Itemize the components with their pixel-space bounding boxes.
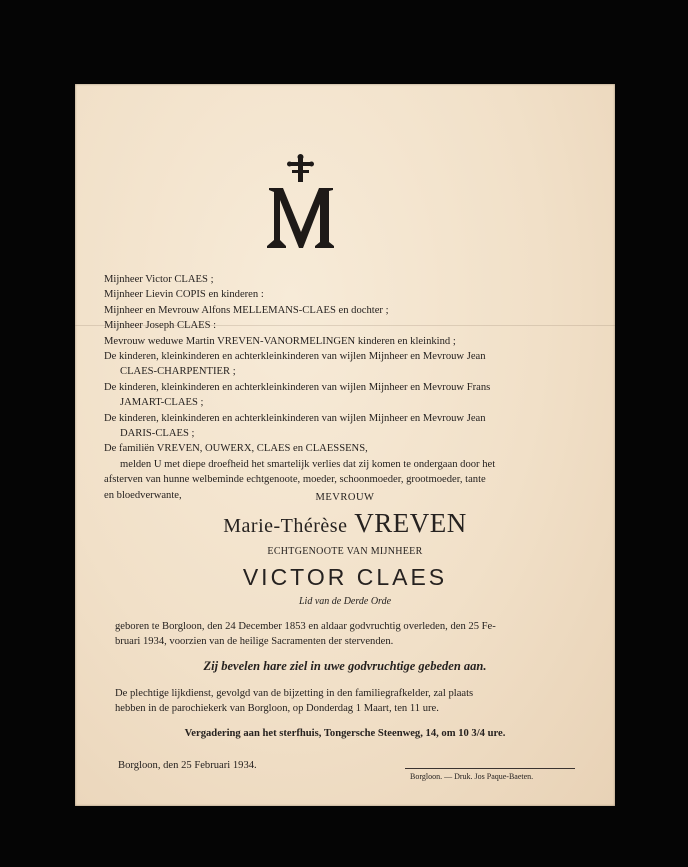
family-line: Mijnheer en Mevrouw Alfons MELLEMANS-CLAES en dochter ; bbox=[104, 304, 389, 316]
marian-monogram-with-cross-icon bbox=[263, 154, 343, 254]
family-line: JAMART-CLAES ; bbox=[120, 397, 204, 409]
order-membership: Lid van de Derde Orde bbox=[298, 596, 392, 607]
deceased-last-name: VREVEN bbox=[354, 508, 467, 538]
family-line: afsterven van hunne welbeminde echtgenoote, moeder, schoonmoeder, grootmoeder, tante bbox=[104, 474, 486, 486]
family-announcement bbox=[104, 272, 604, 503]
birth-death-line: geboren te Borgloon, den 24 December 1853 en aldaar godvruchtig overleden, den 25 Fe- bbox=[115, 621, 496, 632]
birth-death-text bbox=[115, 619, 595, 649]
service-line: hebben in de parochiekerk van Borgloon, op Donderdag 1 Maart, ten 11 ure. bbox=[115, 703, 439, 714]
service-line: De plechtige lijkdienst, gevolgd van de bijzetting in den familiegrafkelder, zal plaats bbox=[115, 688, 474, 699]
funeral-service-text bbox=[115, 686, 595, 716]
family-line: De kinderen, kleinkinderen en achterkleinkinderen van wijlen Mijnheer en Mevrouw Frans bbox=[104, 381, 491, 393]
family-line: Mevrouw weduwe Martin VREVEN-VANORMELINGEN kinderen en kleinkind ; bbox=[104, 335, 456, 347]
family-line: Mijnheer Joseph CLAES : bbox=[104, 320, 217, 332]
spouse-name: VICTOR CLAES bbox=[242, 564, 448, 590]
prayer-request: Zij bevelen hare ziel in uwe godvruchtige gebeden aan. bbox=[203, 659, 487, 673]
family-line: DARIS-CLAES ; bbox=[120, 428, 195, 440]
family-line: De familiën VREVEN, OUWERX, CLAES en CLAESSENS, bbox=[104, 443, 368, 455]
family-line: en bloedverwante, bbox=[104, 489, 182, 501]
title-mevrouw: MEVROUW bbox=[315, 492, 375, 503]
printer-credit: Borgloon. — Druk. Jos Paque-Baeten. bbox=[410, 772, 534, 781]
family-line: Mijnheer Victor CLAES ; bbox=[104, 274, 214, 285]
printer-divider bbox=[405, 768, 575, 769]
family-line: De kinderen, kleinkinderen en achterkleinkinderen van wijlen Mijnheer en Mevrouw Jean bbox=[104, 351, 486, 363]
birth-death-line: bruari 1934, voorzien van de heilige Sacramenten der stervenden. bbox=[115, 636, 394, 647]
family-line: CLAES-CHARPENTIER ; bbox=[120, 366, 236, 378]
meeting-info: Vergadering aan het sterfhuis, Tongersche Steenweg, 14, om 10 3/4 ure. bbox=[184, 728, 506, 739]
death-notice-card bbox=[75, 84, 615, 806]
place-date: Borgloon, den 25 Februari 1934. bbox=[118, 760, 257, 771]
family-line: melden U met diepe droefheid het smartelijk verlies dat zij komen te ondergaan door het bbox=[120, 458, 496, 470]
family-line: Mijnheer Lievin COPIS en kinderen : bbox=[104, 289, 264, 301]
deceased-name bbox=[75, 508, 615, 539]
deceased-first-name: Marie-Thérèse bbox=[223, 515, 348, 537]
spouse-prefix: ECHTGENOOTE VAN MIJNHEER bbox=[267, 546, 423, 557]
family-line: De kinderen, kleinkinderen en achterkleinkinderen van wijlen Mijnheer en Mevrouw Jean bbox=[104, 412, 486, 424]
